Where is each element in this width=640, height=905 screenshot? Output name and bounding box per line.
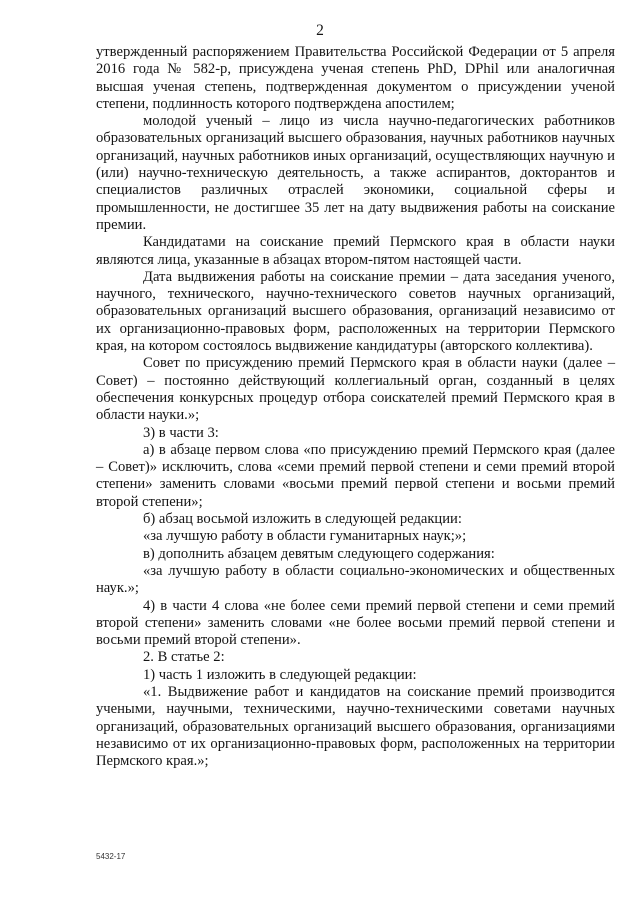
paragraph-candidates: Кандидатами на соискание премий Пермского края в области науки являются лица, указанные в абзацах втором-пятом настоящей части. (96, 234, 615, 268)
paragraph-item-3: 3) в части 3: (143, 424, 219, 441)
paragraph-article-2-item-1: 1) часть 1 изложить в следующей редакции: (143, 666, 417, 683)
paragraph-article-2: 2. В статье 2: (143, 649, 225, 666)
paragraph-item-3a: а) в абзаце первом слова «по присуждению премий Пермского края (далее – Совет)» исключить, слова «семи премий первой степени и семи премий второй степени» заменить словами «восьми премий первой степени и восьми премий второй степени»; (96, 441, 615, 510)
paragraph-young-scientist-definition: молодой ученый – лицо из числа научно-педагогических работников образовательных организаций высшего образования, научных работников научных организаций, научных работников иных организаций, осуществляющих научную и (или) научно-техническую деятельность, а также аспирантов, докторантов и специалистов различных отраслей экономики, социальной сферы и промышленности, не достигшее 35 лет на дату выдвижения работы на соискание премии. (96, 113, 615, 233)
page-number: 2 (316, 22, 324, 39)
paragraph-council-definition: Совет по присуждению премий Пермского края в области науки (далее – Совет) – постоянно действующий коллегиальный орган, созданный в целях обеспечения конкурсных процедур отбора соискателей премий Пермского края в области науки.»; (96, 355, 615, 424)
paragraph-item-3v: в) дополнить абзацем девятым следующего содержания: (143, 545, 495, 562)
paragraph-quote-nomination: «1. Выдвижение работ и кандидатов на соискание премий производится учеными, научными, техническими, научно-техническими советами научных организаций, образовательных организаций высшего образования, организациями независимо от их организационно-правовых форм, расположенных на территории Пермского края.»; (96, 683, 615, 770)
paragraph-quote-humanities: «за лучшую работу в области гуманитарных наук;»; (143, 528, 467, 545)
paragraph-item-4: 4) в части 4 слова «не более семи премий первой степени и семи премий второй степени» заменить словами «не более восьми премий первой степени и восьми премий второй степени». (96, 597, 615, 649)
paragraph-quote-social-sciences: «за лучшую работу в области социально-экономических и общественных наук.»; (96, 562, 615, 597)
paragraph-continuation: утвержденный распоряжением Правительства Российской Федерации от 5 апреля 2016 года № 582-р, присуждена ученая степень PhD, DPhil или аналогичная высшая ученая степень, подтвержденная документом о присуждении ученой степени, подлинность которого подтверждена апостилем; (96, 44, 615, 112)
document-body (96, 44, 615, 770)
paragraph-nomination-date: Дата выдвижения работы на соискание премии – дата заседания ученого, научного, технического, научно-технического советов научных организаций, образовательных организаций высшего образования, организаций независимо от их организационно-правовых форм, расположенных на территории Пермского края, на котором состоялось выдвижение кандидатуры (авторского коллектива). (96, 268, 615, 355)
paragraph-item-3b: б) абзац восьмой изложить в следующей редакции: (143, 511, 462, 528)
document-code: 5432-17 (96, 852, 126, 861)
